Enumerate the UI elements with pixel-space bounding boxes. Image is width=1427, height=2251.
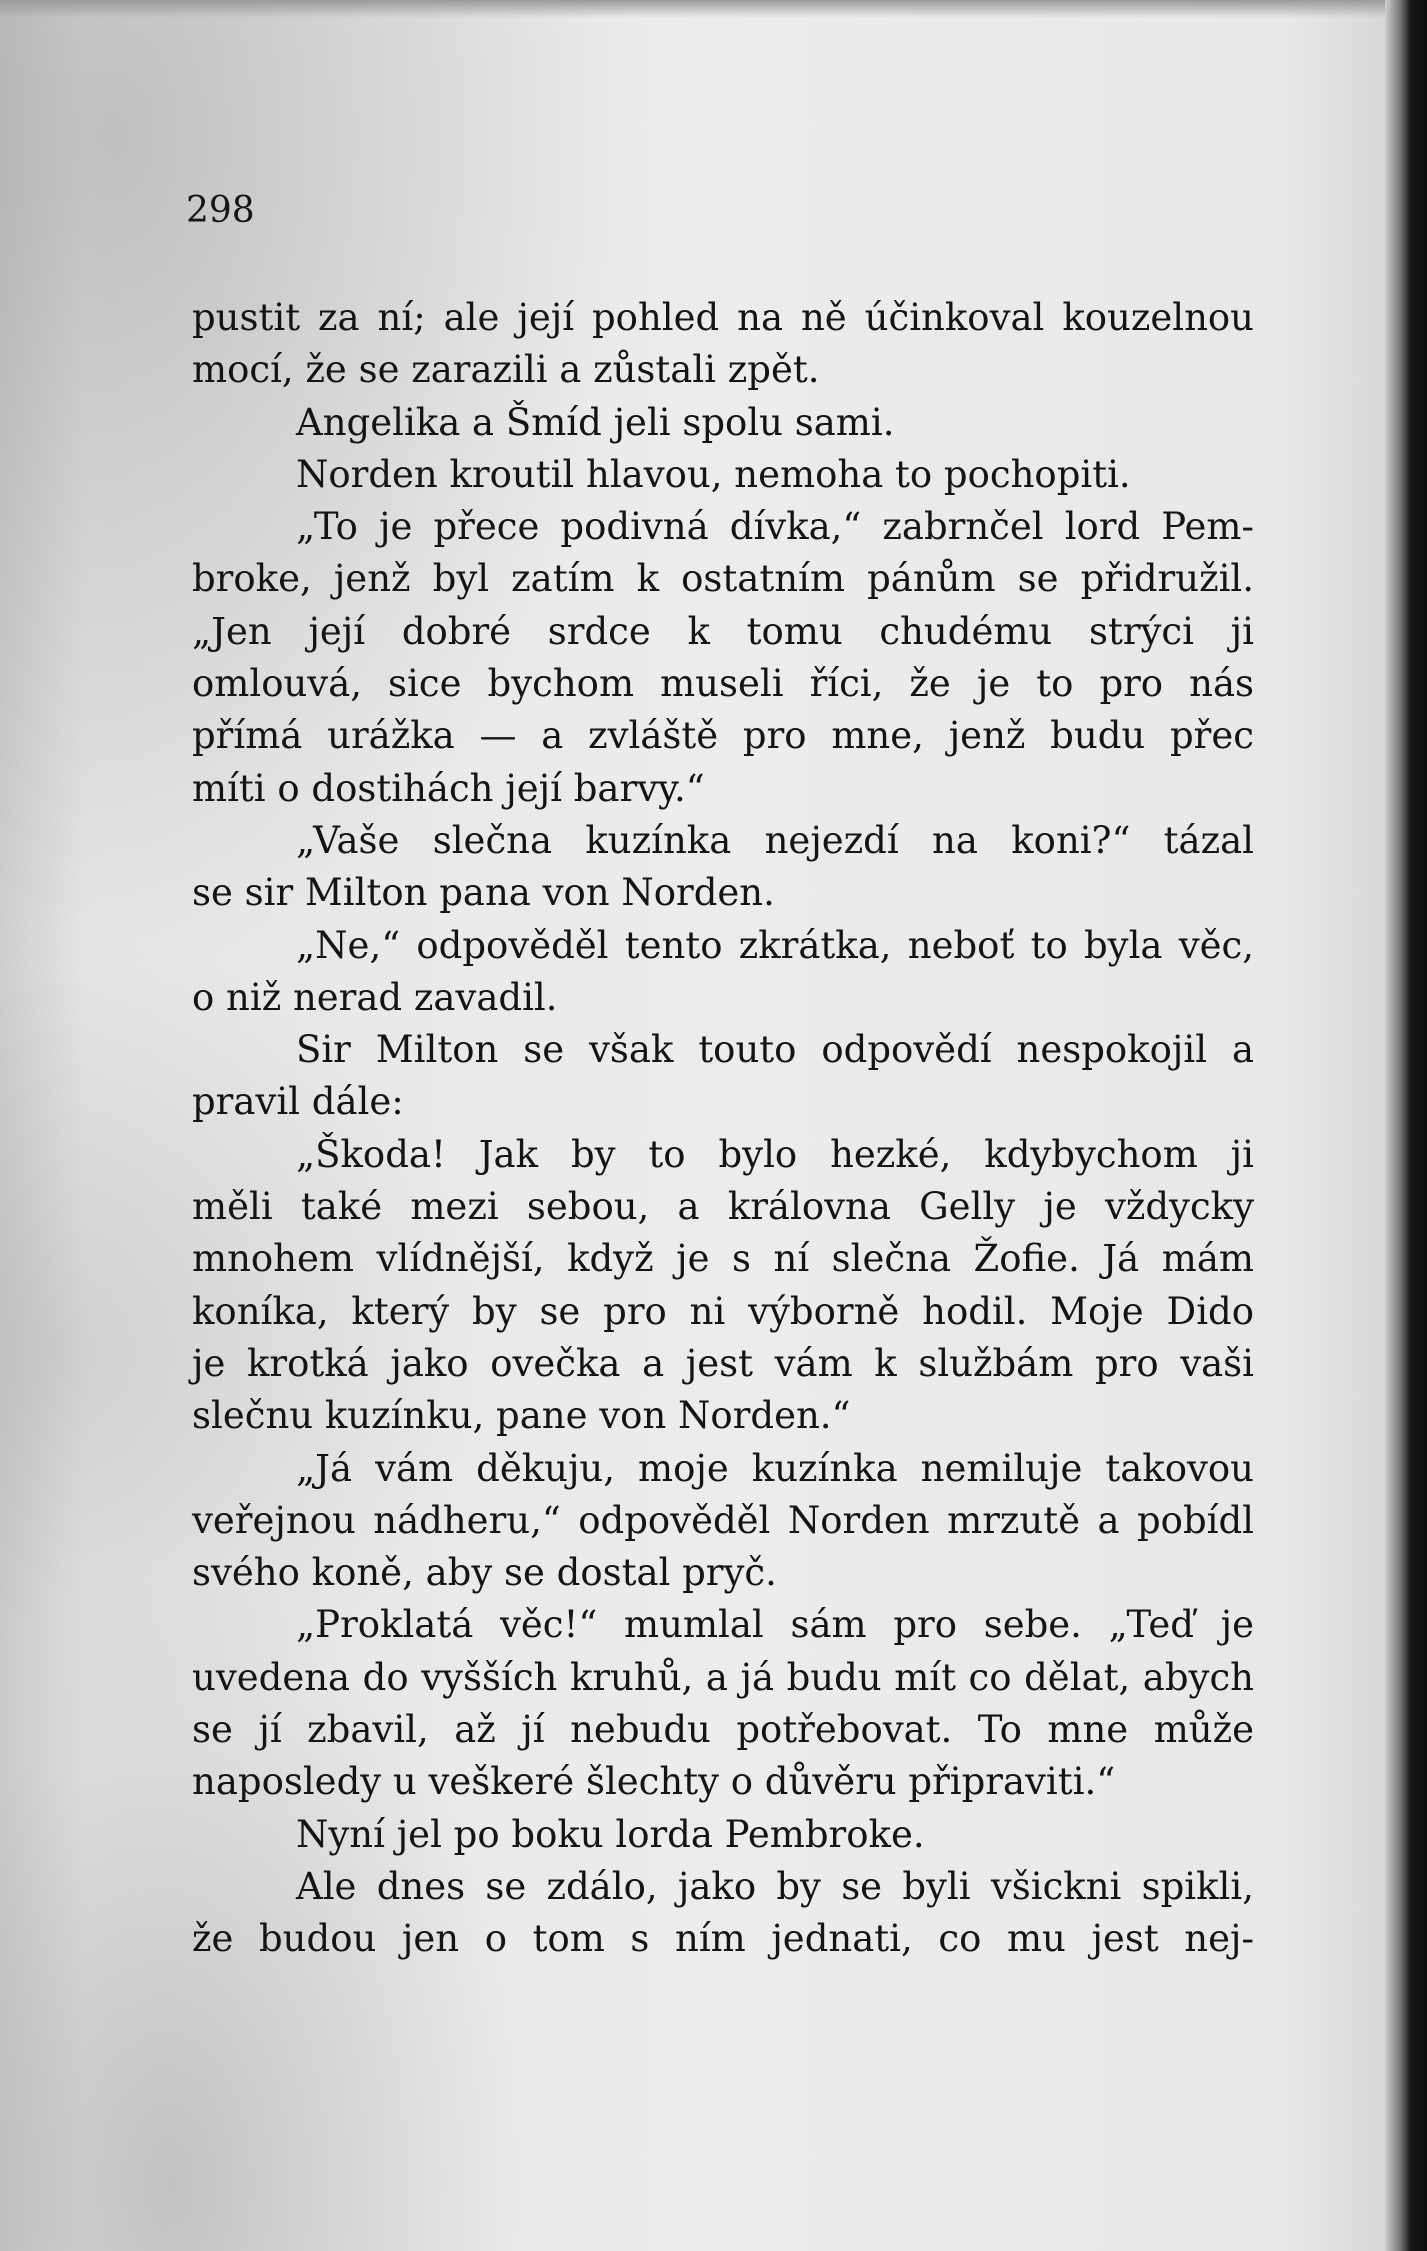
- text-line: míti o dostihách její barvy.“: [192, 766, 705, 810]
- scan-binding-edge: [1385, 0, 1427, 2251]
- text-line: svého koně, aby se dostal pryč.: [192, 1551, 777, 1595]
- scan-top-edge: [0, 0, 1427, 18]
- text-line: se sir Milton pana von Norden.: [192, 871, 775, 915]
- text-line: „Já vám děkuju, moje kuzínka nemiluje takovou: [296, 1446, 1254, 1490]
- text-line: omlouvá, sice bychom museli říci, že je to pro nás: [192, 662, 1254, 706]
- body-text: [192, 292, 1254, 1966]
- text-line: přímá urážka — a zvláště pro mne, jenž budu přec: [192, 714, 1254, 758]
- text-line: „To je přece podivná dívka,“ zabrnčel lord Pem-: [296, 505, 1254, 549]
- text-line: pravil dále:: [192, 1080, 404, 1124]
- text-line: „Ne,“ odpověděl tento zkrátka, neboť to byla věc,: [296, 923, 1254, 967]
- text-line: broke, jenž byl zatím k ostatním pánům se přidružil.: [192, 557, 1254, 601]
- text-line: měli také mezi sebou, a královna Gelly je vždycky: [192, 1185, 1254, 1229]
- text-line: se jí zbavil, až jí nebudu potřebovat. To mne může: [192, 1708, 1254, 1752]
- text-line: mocí, že se zarazili a zůstali zpět.: [192, 348, 820, 392]
- text-line: Sir Milton se však touto odpovědí nespokojil a: [296, 1028, 1254, 1072]
- text-line: Ale dnes se zdálo, jako by se byli všickni spikli,: [296, 1864, 1254, 1908]
- text-line: Norden kroutil hlavou, nemoha to pochopiti.: [296, 452, 1131, 496]
- text-line: slečnu kuzínku, pane von Norden.“: [192, 1394, 851, 1438]
- text-line: „Jen její dobré srdce k tomu chudému strýci ji: [192, 609, 1254, 653]
- text-line: mnohem vlídnější, když je s ní slečna Žofie. Já mám: [192, 1237, 1254, 1281]
- page-number: 298: [186, 190, 255, 231]
- text-line: „Vaše slečna kuzínka nejezdí na koni?“ tázal: [296, 818, 1254, 862]
- text-line: uvedena do vyšších kruhů, a já budu mít co dělat, abych: [192, 1655, 1254, 1699]
- text-line: o niž nerad zavadil.: [192, 975, 558, 1019]
- text-line: je krotká jako ovečka a jest vám k službám pro vaši: [192, 1341, 1254, 1385]
- text-line: „Škoda! Jak by to bylo hezké, kdybychom ji: [296, 1132, 1254, 1176]
- text-line: veřejnou nádheru,“ odpověděl Norden mrzutě a pobídl: [192, 1498, 1254, 1542]
- text-line: koníka, který by se pro ni výborně hodil. Moje Dido: [192, 1289, 1254, 1333]
- text-line: pustit za ní; ale její pohled na ně účinkoval kouzelnou: [192, 296, 1254, 339]
- text-line: „Proklatá věc!“ mumlal sám pro sebe. „Teď je: [296, 1603, 1254, 1647]
- text-line: Angelika a Šmíd jeli spolu sami.: [296, 400, 895, 444]
- text-line: Nyní jel po boku lorda Pembroke.: [296, 1812, 925, 1856]
- text-line: že budou jen o tom s ním jednati, co mu jest nej-: [192, 1917, 1254, 1961]
- text-line: naposledy u veškeré šlechty o důvěru připraviti.“: [192, 1760, 1116, 1804]
